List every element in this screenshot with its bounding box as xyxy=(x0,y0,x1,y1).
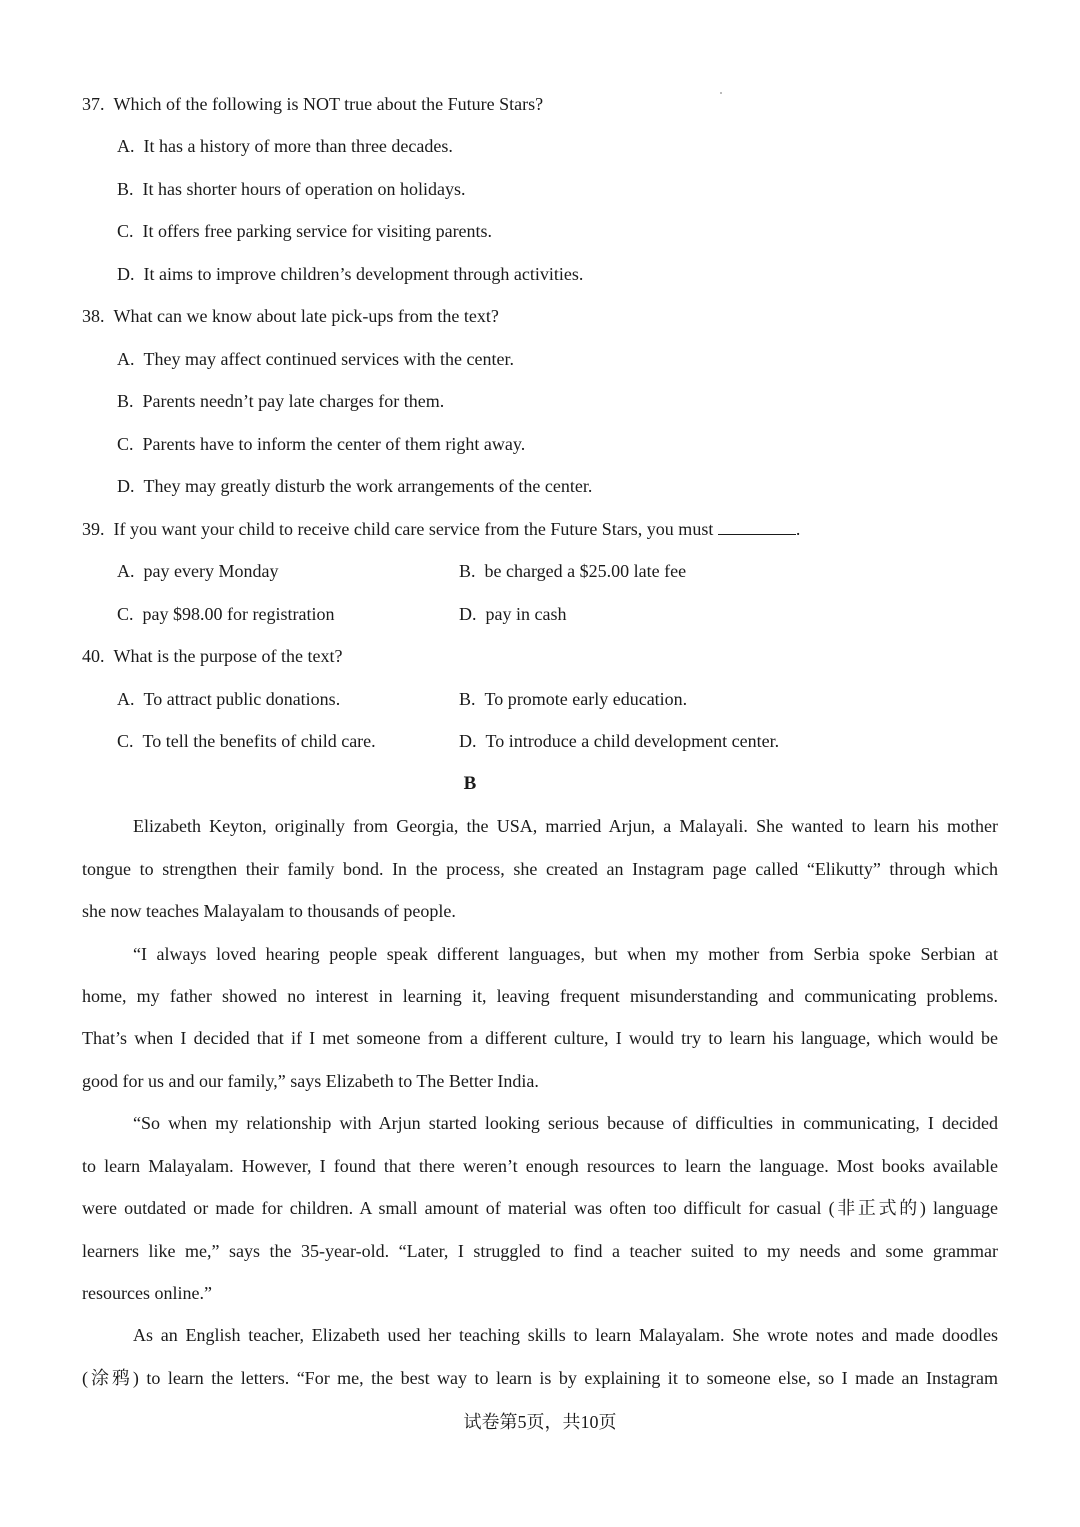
passage-p1-line1: Elizabeth Keyton, originally from Georgia, the USA, married Arjun, a Malayali. She wanted to learn his mother xyxy=(133,816,998,836)
question-number: 40. xyxy=(82,646,105,666)
question-text: What is the purpose of the text? xyxy=(113,646,343,666)
passage-p2-line1: “I always loved hearing people speak different languages, but when my mother from Serbia spoke Serbian at xyxy=(133,944,998,964)
scan-speck xyxy=(720,92,722,94)
option-39-b: B. be charged a $25.00 late fee xyxy=(459,561,687,581)
option-39-a: A. pay every Monday xyxy=(117,561,279,581)
passage-p2-line3: That’s when I decided that if I met someone from a different culture, I would try to learn his language, which would be xyxy=(82,1028,998,1048)
answer-blank xyxy=(718,516,796,535)
option-39-d: D. pay in cash xyxy=(459,604,567,624)
passage-p3-line1: “So when my relationship with Arjun started looking serious because of difficulties in communicating, I decided xyxy=(133,1113,998,1133)
option-40-a: A. To attract public donations. xyxy=(117,689,341,709)
passage-p1-line3: she now teaches Malayalam to thousands of people. xyxy=(82,901,456,921)
passage-p2-line4: good for us and our family,” says Elizabeth to The Better India. xyxy=(82,1071,539,1091)
option-38-b: B. Parents needn’t pay late charges for them. xyxy=(117,391,445,411)
question-text: If you want your child to receive child care service from the Future Stars, you must xyxy=(113,519,714,539)
section-heading: B xyxy=(463,773,477,794)
option-37-d: D. It aims to improve children’s development through activities. xyxy=(117,264,584,284)
passage-p3-line5: resources online.” xyxy=(82,1283,212,1303)
question-text: Which of the following is NOT true about the Future Stars? xyxy=(113,94,544,114)
passage-p3-line4: learners like me,” says the 35-year-old. “Later, I struggled to find a teacher suited to my needs and some grammar xyxy=(82,1241,998,1261)
passage-p3-line2: to learn Malayalam. However, I found that there weren’t enough resources to learn the language. Most books available xyxy=(82,1156,998,1176)
passage-p4-line1: As an English teacher, Elizabeth used her teaching skills to learn Malayalam. She wrote notes and made doodles xyxy=(133,1325,998,1345)
option-37-a: A. It has a history of more than three decades. xyxy=(117,136,453,156)
option-38-d: D. They may greatly disturb the work arrangements of the center. xyxy=(117,476,593,496)
option-38-a: A. They may affect continued services with the center. xyxy=(117,349,515,369)
question-40 xyxy=(82,643,342,669)
question-39: 39. If you want your child to receive child care service from the Future Stars, you must . xyxy=(82,516,800,542)
question-37 xyxy=(82,91,543,117)
option-38-c: C. Parents have to inform the center of them right away. xyxy=(117,434,526,454)
question-text: What can we know about late pick-ups from the text? xyxy=(113,306,499,326)
passage-p2-line2: home, my father showed no interest in learning it, leaving frequent misunderstanding and communicating problems. xyxy=(82,986,998,1006)
passage-p4-line2: (涂鸦) to learn the letters. “For me, the best way to learn is by explaining it to someone else, so I made an Instagram xyxy=(82,1368,998,1388)
passage-p3-line3: were outdated or made for children. A small amount of material was often too difficult for casual (非正式的) language xyxy=(82,1198,998,1218)
question-38 xyxy=(82,303,499,329)
option-37-b: B. It has shorter hours of operation on holidays. xyxy=(117,179,466,199)
passage-p1-line2: tongue to strengthen their family bond. In the process, she created an Instagram page called “Elikutty” through which xyxy=(82,859,998,879)
question-number: 38. xyxy=(82,306,105,326)
option-40-c: C. To tell the benefits of child care. xyxy=(117,731,376,751)
question-number: 37. xyxy=(82,94,105,114)
page-footer: 试卷第5页，共10页 xyxy=(463,1412,617,1432)
question-number: 39. xyxy=(82,519,105,539)
option-40-d: D. To introduce a child development center. xyxy=(459,731,780,751)
option-40-b: B. To promote early education. xyxy=(459,689,688,709)
option-37-c: C. It offers free parking service for visiting parents. xyxy=(117,221,493,241)
option-39-c: C. pay $98.00 for registration xyxy=(117,604,335,624)
